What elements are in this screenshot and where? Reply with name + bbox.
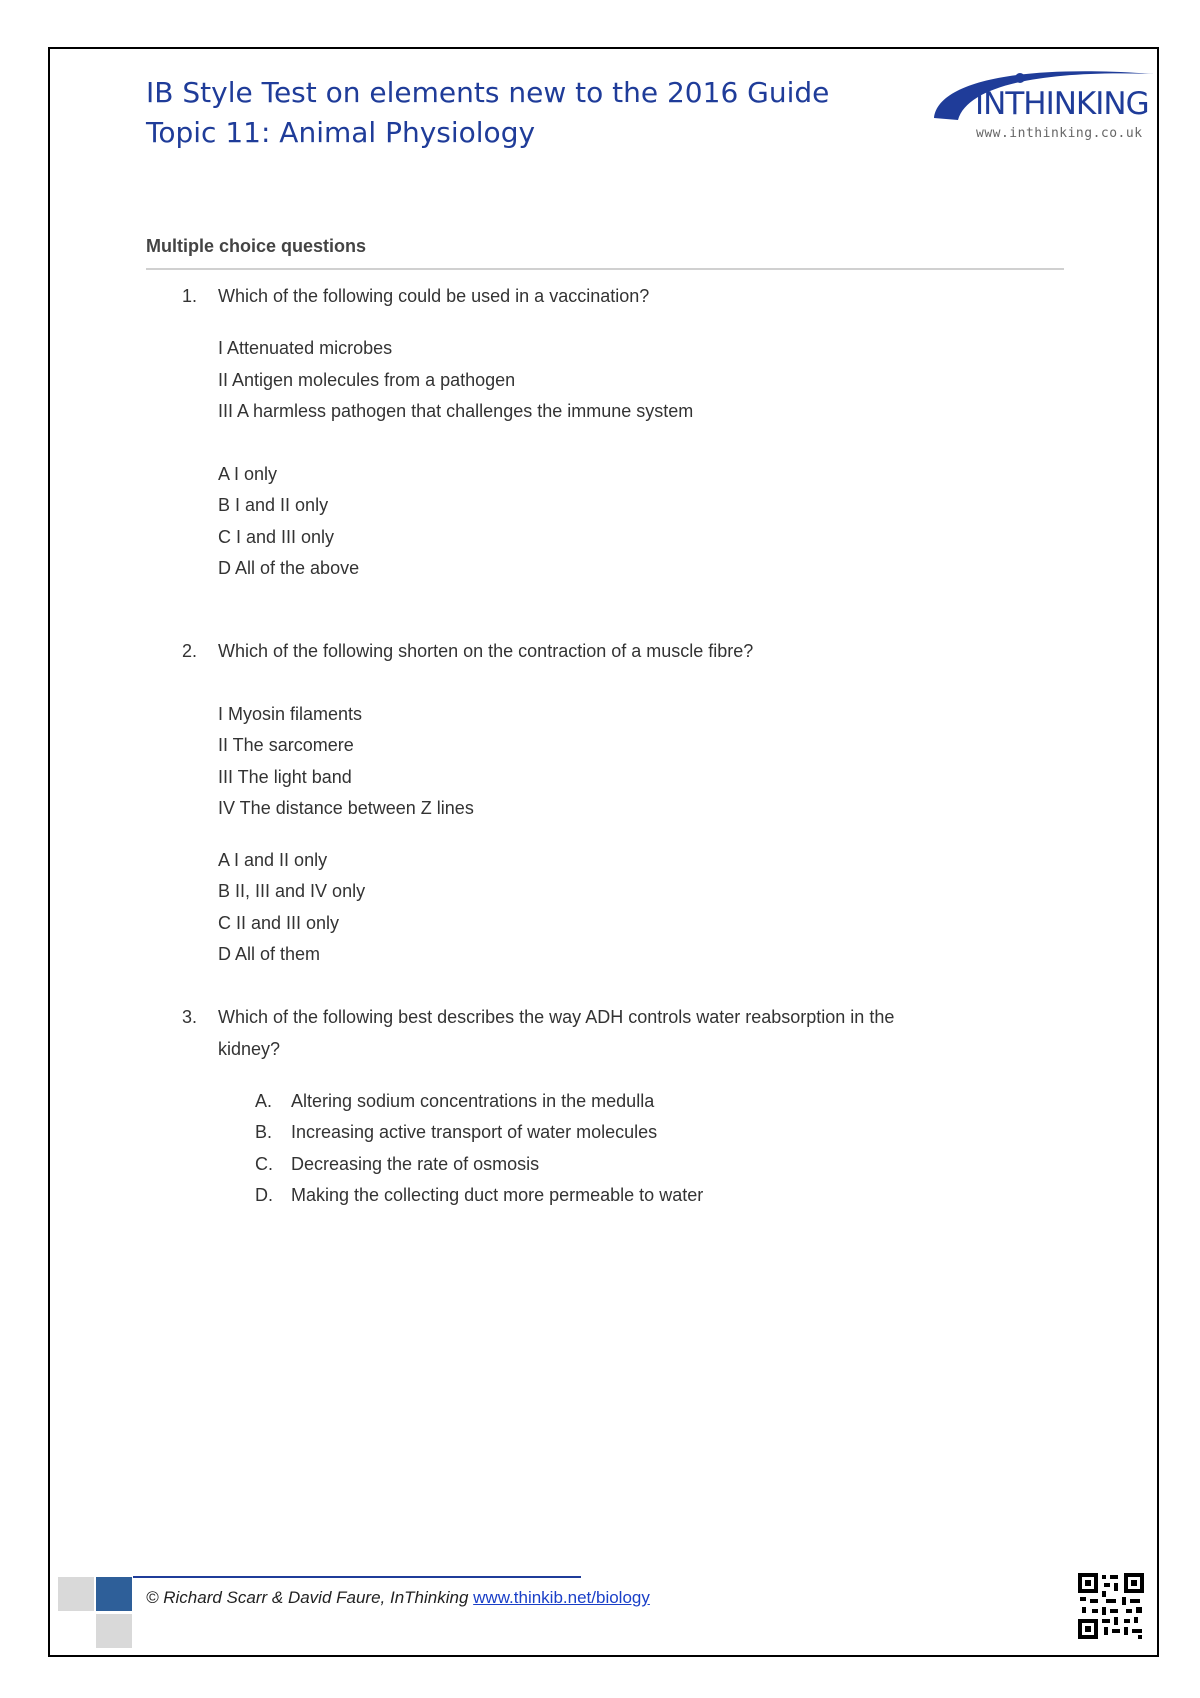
- question-1-text: Which of the following could be used in a vaccination?: [218, 286, 650, 306]
- footer-square-grey: [58, 1577, 94, 1611]
- question-2-option: C II and III only: [218, 913, 340, 933]
- question-2-text: Which of the following shorten on the contraction of a muscle fibre?: [218, 641, 754, 661]
- section-heading: Multiple choice questions: [146, 236, 367, 256]
- question-2-statement: I Myosin filaments: [218, 704, 363, 724]
- footer-square-blue: [96, 1577, 132, 1611]
- question-2-statement: III The light band: [218, 767, 352, 787]
- question-1-option: D All of the above: [218, 558, 360, 578]
- question-3-text-line-2: kidney?: [218, 1039, 281, 1059]
- question-3-text-line-1: Which of the following best describes the way ADH controls water reabsorption in the: [218, 1007, 895, 1027]
- question-1-option: C I and III only: [218, 527, 335, 547]
- question-2-number: 2.: [182, 641, 198, 661]
- question-3-option-letter: A.: [255, 1091, 273, 1111]
- section-divider: [146, 268, 1064, 270]
- question-1-statement: I Attenuated microbes: [218, 338, 393, 358]
- title-line-1: IB Style Test on elements new to the 2016 Guide: [146, 76, 830, 109]
- question-1-statement: II Antigen molecules from a pathogen: [218, 370, 516, 390]
- page-title: [146, 73, 829, 153]
- question-2-option: A I and II only: [218, 850, 328, 870]
- question-1-option: B I and II only: [218, 495, 329, 515]
- question-3-option-text: Altering sodium concentrations in the medulla: [291, 1091, 655, 1111]
- question-3-option-letter: C.: [255, 1154, 273, 1174]
- question-2-statement: IV The distance between Z lines: [218, 798, 474, 818]
- question-3-option-letter: B.: [255, 1122, 273, 1142]
- footer-link[interactable]: www.thinkib.net/biology: [473, 1588, 650, 1607]
- question-3-number: 3.: [182, 1007, 198, 1027]
- question-2-statement: II The sarcomere: [218, 735, 354, 755]
- question-3-option-text: Making the collecting duct more permeable to water: [291, 1185, 704, 1205]
- question-1-statement: III A harmless pathogen that challenges the immune system: [218, 401, 694, 421]
- question-3-option-letter: D.: [255, 1185, 273, 1205]
- question-3-option-text: Increasing active transport of water molecules: [291, 1122, 658, 1142]
- question-1-number: 1.: [182, 286, 198, 306]
- question-1-option: A I only: [218, 464, 278, 484]
- question-2-option: D All of them: [218, 944, 321, 964]
- logo-url: www.inthinking.co.uk: [976, 126, 1143, 141]
- logo-wordmark: INTHINKING: [975, 86, 1149, 122]
- footer-square-grey: [96, 1614, 132, 1648]
- inthinking-logo: [928, 60, 1156, 150]
- qr-code-icon: [1078, 1573, 1144, 1639]
- title-line-2: Topic 11: Animal Physiology: [146, 116, 536, 149]
- question-2-option: B II, III and IV only: [218, 881, 366, 901]
- footer-credit-text: © Richard Scarr & David Faure, InThinking: [146, 1588, 474, 1607]
- footer-divider: [133, 1576, 581, 1578]
- question-3-option-text: Decreasing the rate of osmosis: [291, 1154, 540, 1174]
- footer-credit: [146, 1588, 650, 1608]
